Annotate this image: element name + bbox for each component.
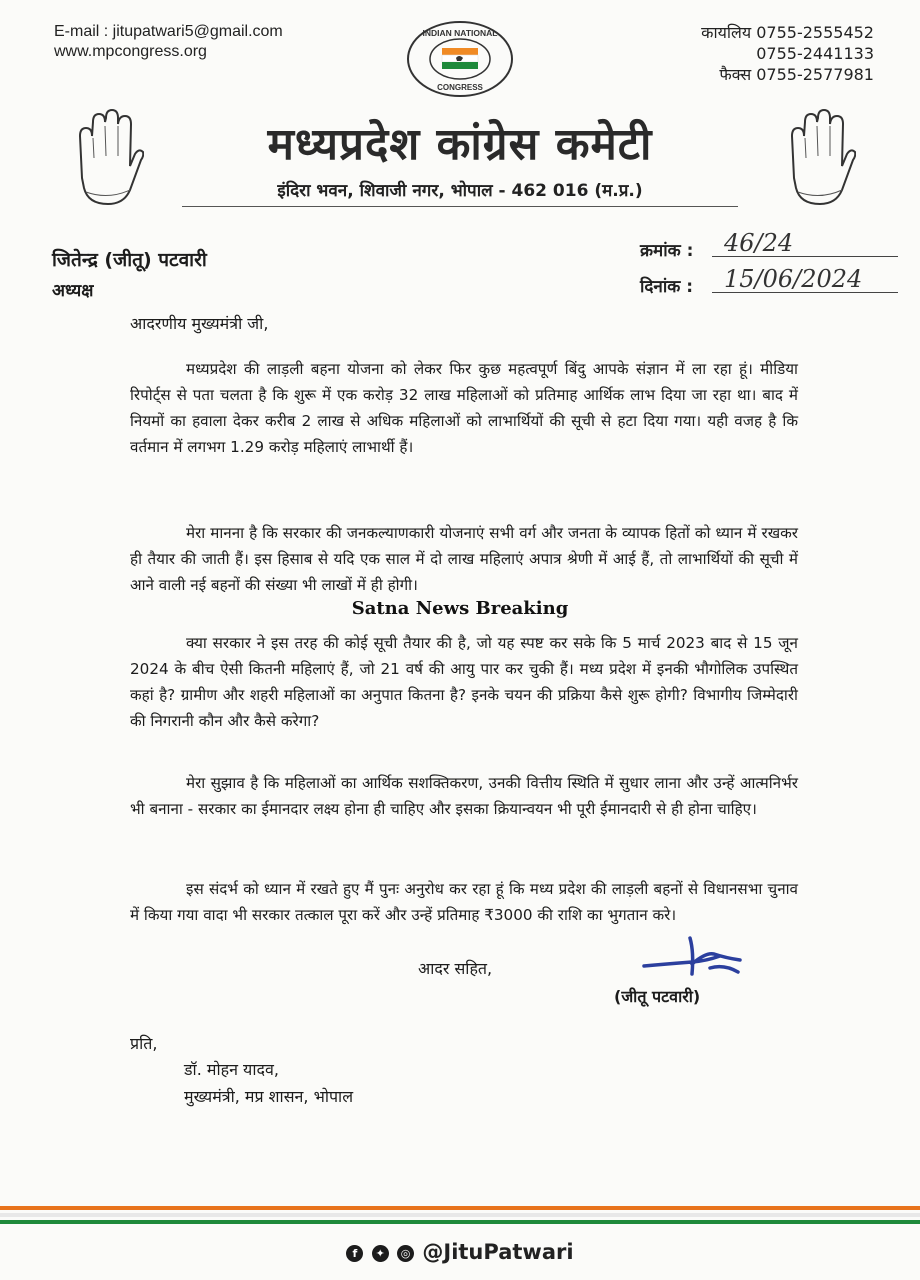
recipient-label: प्रति,	[130, 1034, 158, 1053]
header-divider	[182, 206, 738, 207]
organization-title: मध्यप्रदेश कांग्रेस कमेटी	[267, 119, 653, 170]
letter-paragraph: क्या सरकार ने इस तरह की कोई सूची तैयार की है, जो यह स्पष्ट कर सके कि 5 मार्च 2023 बाद से 15 जून 2024 के बीच ऐसी कितनी महिलाएं हैं, जो 21 वर्ष की आयु पार कर चुकी हैं। मध्य प्रदेश में इनकी भौगोलिक उपस्थित कहां है? ग्रामीण और शहरी महिलाओं का अनुपात कितना है? इनके चयन की प्रक्रिया कैसे शुरू होगी? विभागीय जिम्मेदारी की निगरानी कौन और कैसे करेगा?	[130, 634, 798, 730]
svg-text:INDIAN NATIONAL: INDIAN NATIONAL	[422, 28, 498, 38]
social-footer	[0, 1240, 920, 1264]
letter-paragraph: मध्यप्रदेश की लाड़ली बहना योजना को लेकर फिर कुछ महत्वपूर्ण बिंदु आपके संज्ञान में ला रहा हूं। मीडिया रिपोर्ट्स से पता चलता है कि शुरू में एक करोड़ 32 लाख महिलाओं को प्रतिमाह आर्थिक लाभ दिया जा रहा था। बाद में नियमों का हवाला देकर करीब 2 लाख से अधिक महिलाओं को लाभार्थियों की सूची से हटा दिया गया। यही वजह है कि वर्तमान में लगभग 1.29 करोड़ महिलाएं लाभार्थी हैं।	[130, 360, 798, 456]
letter-paragraph: मेरा मानना है कि सरकार की जनकल्याणकारी योजनाएं सभी वर्ग और जनता के व्यापक हितों को ध्यान में रखकर ही तैयार की जाती हैं। इस हिसाब से यदि एक साल में दो लाख महिलाएं अपात्र श्रेणी में आई हैं, तो लाभार्थियों की सूची में आने वाली नई बहनों की संख्या भी लाखों में ही होगी।	[130, 524, 798, 594]
email-text: E-mail : jitupatwari5@gmail.com	[54, 23, 283, 40]
letter-paragraph: मेरा सुझाव है कि महिलाओं का आर्थिक सशक्तिकरण, उनकी वित्तीय स्थिति में सुधार लाना और उन्हें आत्मनिर्भर भी बनाना - सरकार का ईमानदार लक्ष्य होना ही चाहिए और इसका क्रियान्वयन भी पूरी ईमानदारी से ही होना चाहिए।	[130, 774, 798, 818]
reference-number-label: क्रमांक :	[640, 241, 694, 261]
instagram-icon[interactable]: ◎	[397, 1245, 414, 1262]
contact-left	[54, 22, 283, 62]
fax-text: फैक्स 0755-2577981	[719, 65, 874, 84]
recipient-designation: मुख्यमंत्री, मप्र शासन, भोपाल	[184, 1087, 354, 1106]
watermark-text: Satna News Breaking	[351, 598, 569, 619]
sender-name: जितेन्द्र (जीतू) पटवारी	[52, 249, 207, 271]
sender-role: अध्यक्ष	[52, 281, 94, 301]
signature-name: (जीतू पटवारी)	[614, 987, 701, 1006]
letter-salutation: आदरणीय मुख्यमंत्री जी,	[130, 314, 269, 333]
facebook-icon[interactable]: f	[346, 1245, 363, 1262]
saffron-band	[0, 1206, 920, 1210]
letter-closing: आदर सहित,	[418, 959, 493, 978]
white-band	[0, 1213, 920, 1217]
website-text: www.mpcongress.org	[54, 43, 207, 60]
reference-date-value: 15/06/2024	[712, 266, 898, 293]
indian-national-congress-logo-icon	[404, 18, 516, 100]
svg-text:CONGRESS: CONGRESS	[437, 83, 483, 92]
letter-paragraph: इस संदर्भ को ध्यान में रखते हुए मैं पुनः अनुरोध कर रहा हूं कि मध्य प्रदेश की लाड़ली बहनों से विधानसभा चुनाव में किया गया वादा भी सरकार तत्काल पूरा करें और उन्हें प्रतिमाह ₹3000 की राशि का भुगतान करे।	[130, 880, 798, 924]
reference-number-value: 46/24	[712, 230, 898, 257]
reference-date-label: दिनांक :	[640, 277, 694, 297]
phone-two-text: 0755-2441133	[756, 44, 874, 63]
organization-address: इंदिरा भवन, शिवाजी नगर, भोपाल - 462 016 (म.प्र.)	[277, 181, 643, 201]
social-handle[interactable]: @JituPatwari	[422, 1240, 574, 1264]
recipient-name: डॉ. मोहन यादव,	[184, 1060, 279, 1079]
handwritten-signature-icon	[636, 934, 744, 980]
contact-right	[701, 22, 874, 85]
green-band	[0, 1220, 920, 1224]
office-phone-text: कायलिय 0755-2555452	[701, 23, 874, 42]
twitter-icon[interactable]: ✦	[372, 1245, 389, 1262]
